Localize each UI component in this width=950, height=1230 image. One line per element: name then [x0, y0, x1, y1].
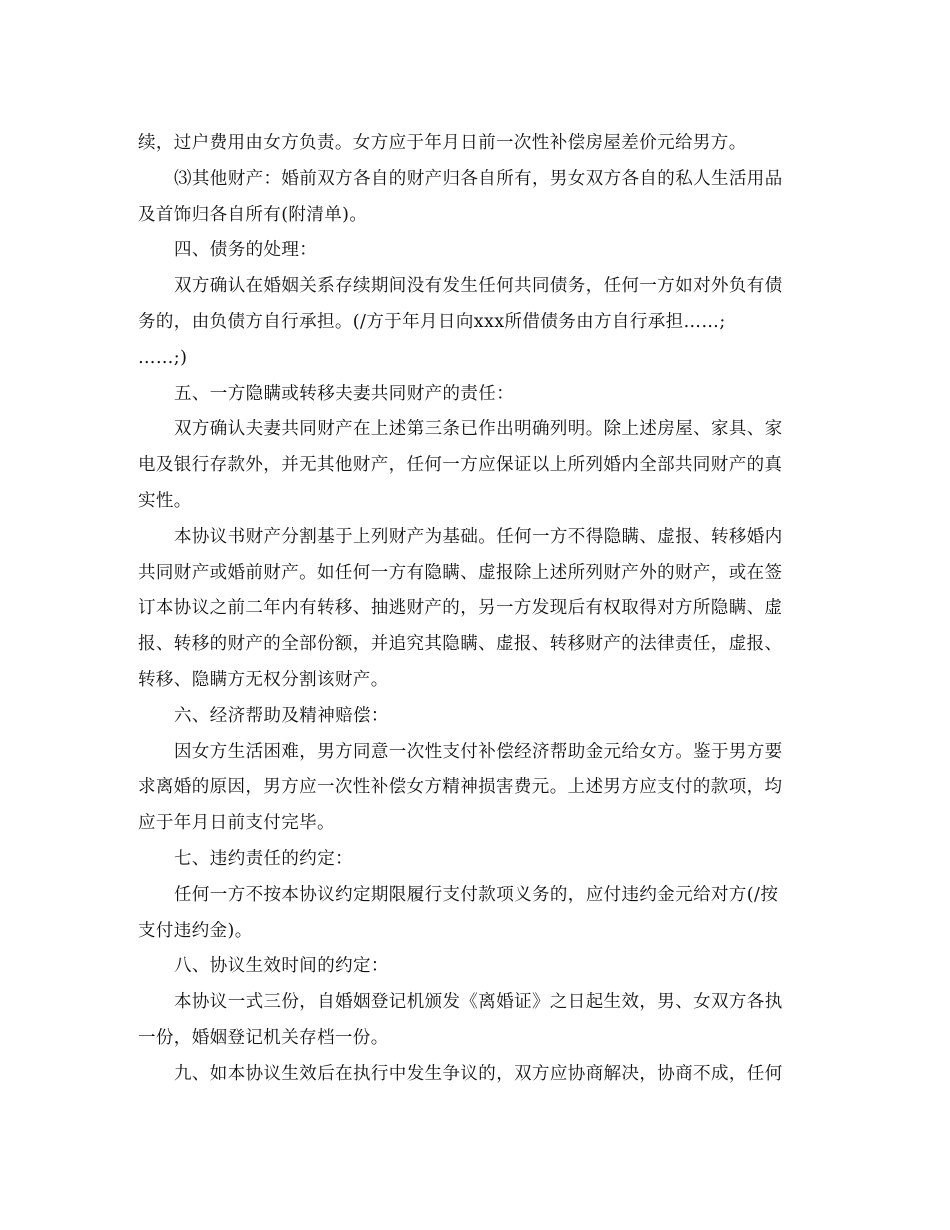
- text-line: 一份，婚姻登记机关存档一份。: [138, 1027, 389, 1048]
- section-heading: 六、经济帮助及精神赔偿：: [174, 705, 389, 726]
- text-line: 因女方生活困难，男方同意一次性支付补偿经济帮助金元给女方。鉴于男方要: [174, 741, 783, 762]
- text-line: 转移、隐瞒方无权分割该财产。: [138, 669, 389, 690]
- section-heading: 四、债务的处理：: [174, 240, 318, 261]
- document-body: [138, 126, 810, 1093]
- text-line: 共同财产或婚前财产。如任何一方有隐瞒、虚报除上述所列财产外的财产，或在签: [138, 562, 783, 583]
- text-line: 双方确认在婚姻关系存续期间没有发生任何共同债务，任何一方如对外负有债: [174, 276, 783, 297]
- text-line: 求离婚的原因，男方应一次性补偿女方精神损害费元。上述男方应支付的款项，均: [138, 777, 783, 798]
- text-line: 双方确认夫妻共同财产在上述第三条已作出明确列明。除上述房屋、家具、家: [174, 419, 783, 440]
- text-line: 本协议一式三份，自婚姻登记机颁发《离婚证》之日起生效，男、女双方各执: [174, 992, 783, 1013]
- section-heading: 七、违约责任的约定：: [174, 848, 353, 869]
- text-line: 应于年月日前支付完毕。: [138, 813, 335, 834]
- text-line: 电及银行存款外，并无其他财产，任何一方应保证以上所列婚内全部共同财产的真: [138, 455, 783, 476]
- text-line: 任何一方不按本协议约定期限履行支付款项义务的，应付违约金元给对方(/按: [174, 884, 779, 905]
- text-line: 本协议书财产分割基于上列财产为基础。任何一方不得隐瞒、虚报、转移婚内: [174, 526, 783, 547]
- text-line: ⑶其他财产：婚前双方各自的财产归各自所有，男女双方各自的私人生活用品: [174, 168, 783, 189]
- text-line: 订本协议之前二年内有转移、抽逃财产的，另一方发现后有权取得对方所隐瞒、虚: [138, 598, 783, 619]
- section-heading: 五、一方隐瞒或转移夫妻共同财产的责任：: [174, 383, 515, 404]
- text-line: 务的，由负债方自行承担。(/方于年月日向xxx所借债务由方自行承担……;: [138, 311, 726, 332]
- text-line: 及首饰归各自所有(附清单)。: [138, 204, 368, 225]
- section-heading: 九、如本协议生效后在执行中发生争议的，双方应协商解决，协商不成，任何: [174, 1063, 783, 1084]
- section-heading: 八、协议生效时间的约定：: [174, 956, 389, 977]
- text-line: ……;): [138, 347, 188, 368]
- text-line: 报、转移的财产的全部份额，并追究其隐瞒、虚报、转移财产的法律责任，虚报、: [138, 634, 783, 655]
- text-line: 实性。: [138, 490, 192, 511]
- text-line: 支付违约金)。: [138, 920, 253, 941]
- text-line: 续，过户费用由女方负责。女方应于年月日前一次性补偿房屋差价元给男方。: [138, 133, 747, 153]
